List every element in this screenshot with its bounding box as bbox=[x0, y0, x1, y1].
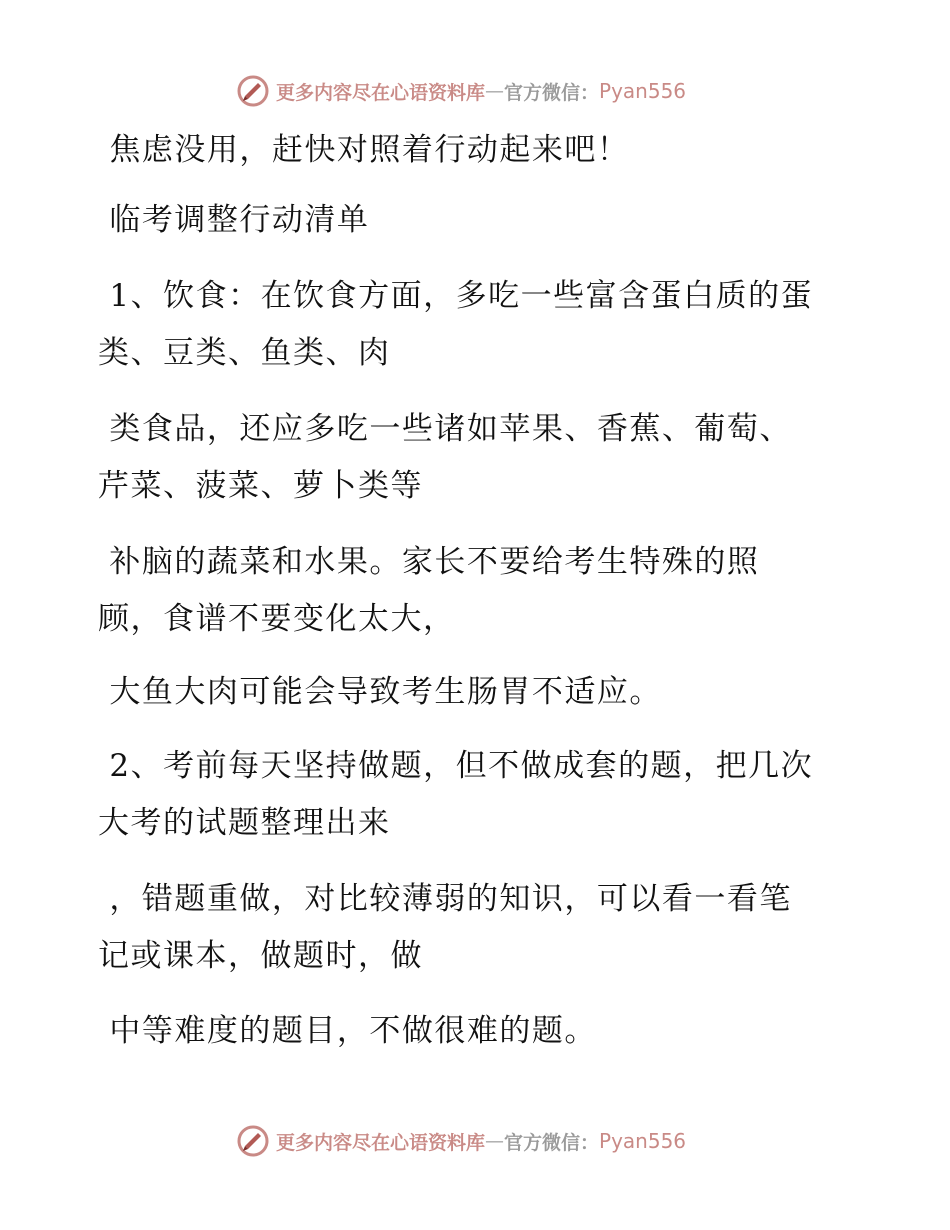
banner-dash: — bbox=[485, 1130, 505, 1152]
banner-slogan: 更多内容尽在心语资料库 bbox=[276, 1131, 486, 1154]
text-line: 补脑的蔬菜和水果。家长不要给考生特殊的照 bbox=[98, 544, 760, 580]
text-line: 类、豆类、鱼类、肉 bbox=[98, 335, 391, 371]
brush-pen-logo-icon bbox=[236, 74, 270, 108]
text-line: 顾，食谱不要变化太大， bbox=[98, 601, 456, 637]
banner-slogan: 更多内容尽在心语资料库 bbox=[276, 81, 486, 104]
text-line: 中等难度的题目，不做很难的题。 bbox=[98, 1013, 597, 1049]
header-banner bbox=[236, 71, 686, 111]
text-line: 大鱼大肉可能会导致考生肠胃不适应。 bbox=[98, 674, 662, 710]
banner-dash: — bbox=[485, 80, 505, 102]
banner-wechat-id: Pyan556 bbox=[599, 79, 687, 103]
text-line: ，错题重做，对比较薄弱的知识，可以看一看笔 bbox=[98, 881, 792, 917]
text-line: 临考调整行动清单 bbox=[98, 202, 370, 238]
text-line: 记或课本，做题时，做 bbox=[98, 938, 423, 974]
footer-banner bbox=[236, 1121, 686, 1161]
text-line: 1、饮食：在饮食方面，多吃一些富含蛋白质的蛋 bbox=[98, 278, 814, 314]
text-line: 芹菜、菠菜、萝卜类等 bbox=[98, 468, 423, 504]
text-line: 大考的试题整理出来 bbox=[98, 805, 391, 841]
text-line: 类食品，还应多吃一些诸如苹果、香蕉、葡萄、 bbox=[98, 411, 792, 447]
brush-pen-logo-icon bbox=[236, 1124, 270, 1158]
banner-wechat-id: Pyan556 bbox=[599, 1129, 687, 1153]
text-line: 2、考前每天坚持做题，但不做成套的题，把几次 bbox=[98, 748, 814, 784]
banner-label: 官方微信： bbox=[504, 81, 600, 104]
text-line: 焦虑没用，赶快对照着行动起来吧！ bbox=[98, 132, 630, 168]
banner-label: 官方微信： bbox=[504, 1131, 600, 1154]
